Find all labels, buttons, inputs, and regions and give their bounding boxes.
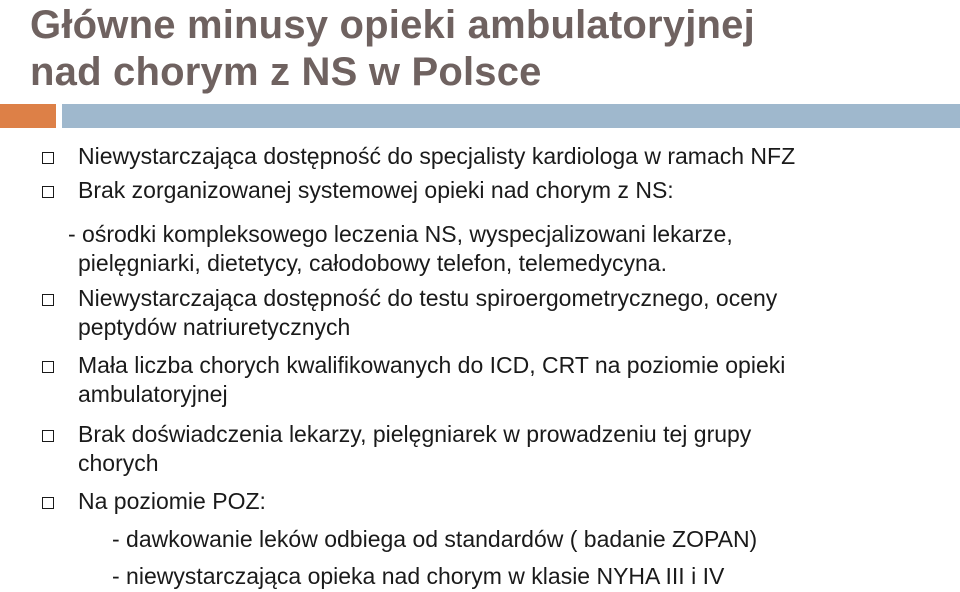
hollow-square-icon <box>42 361 54 373</box>
list-item: Brak doświadczenia lekarzy, pielęgniarek w prowadzeniu tej grupy <box>78 421 752 447</box>
list-item-continuation: - ośrodki kompleksowego leczenia NS, wyspecjalizowani lekarze, <box>68 221 733 247</box>
hollow-square-icon <box>42 186 54 198</box>
hollow-square-icon <box>42 294 54 306</box>
list-item: Mała liczba chorych kwalifikowanych do ICD, CRT na poziomie opieki <box>78 352 786 378</box>
list-item-continuation: - niewystarczająca opieka nad chorym w klasie NYHA III i IV <box>112 563 725 589</box>
list-item: Niewystarczająca dostępność do specjalisty kardiologa w ramach NFZ <box>78 143 796 169</box>
hollow-square-icon <box>42 152 54 164</box>
list-item-continuation: pielęgniarki, dietetycy, całodobowy telefon, telemedycyna. <box>78 250 667 276</box>
slide-title-line-2: nad chorym z NS w Polsce <box>30 50 542 94</box>
list-item: Niewystarczająca dostępność do testu spiroergometrycznego, oceny <box>78 285 778 311</box>
hollow-square-icon <box>42 497 54 509</box>
list-item-continuation: peptydów natriuretycznych <box>78 314 351 340</box>
list-item: Brak zorganizowanej systemowej opieki nad chorym z NS: <box>78 177 674 203</box>
hollow-square-icon <box>42 430 54 442</box>
list-item: Na poziomie POZ: <box>78 488 266 514</box>
slide-title-line-1: Główne minusy opieki ambulatoryjnej <box>30 3 755 47</box>
list-item-continuation: - dawkowanie leków odbiega od standardów ( badanie ZOPAN) <box>112 526 758 552</box>
list-item-continuation: chorych <box>78 450 159 476</box>
list-item-continuation: ambulatoryjnej <box>78 381 228 407</box>
